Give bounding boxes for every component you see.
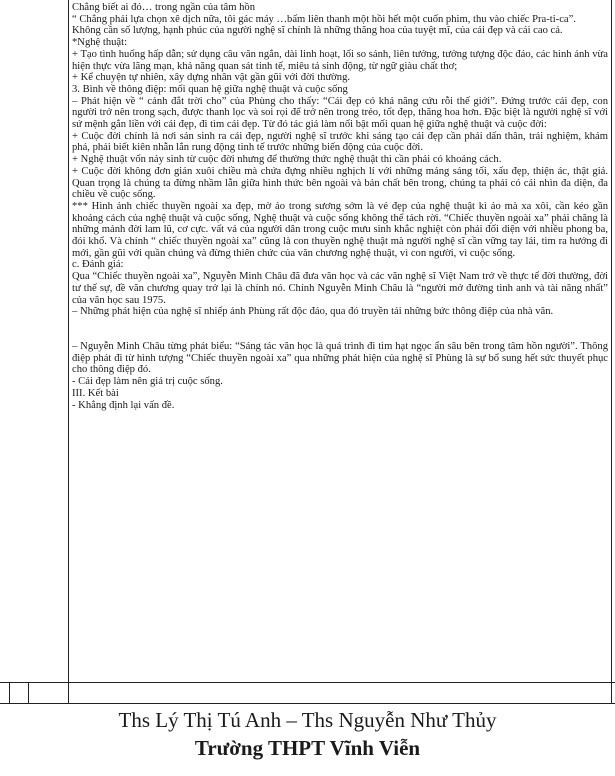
document-paragraph: *** Hình ảnh chiếc thuyền ngoài xa đẹp, mờ ảo trong sương sớm là vẻ đẹp của nghệ thuật kì ảo mà xa xôi, cần kéo gần khoảng cách của nghệ thuật và cuộc sống, Nghệ thuật và cuộc sống không thể tách rời. “Chiếc thuyền ngoài xa” phải chăng là những mảnh đời lam lũ, cơ cực. vất vả của người dân trong cuộc mưu sinh khắc nghiệt còn phải đối diện với nhiều phong ba, đói khổ. Và chính “ chiếc thuyền ngoài xa” cũng là con thuyền nghệ thuật mà người nghệ sĩ cần vững tay lái, tìm ra hướng đi mới, gần gũi với quần chúng và đừng thiên chức của văn chương nghệ thuật, vì con người, vì cuộc sống. <box>72 200 608 259</box>
document-paragraph: + Cuộc đời chính là nơi sản sinh ra cái đẹp, người nghệ sĩ trước khi sáng tạo cái đẹp cần phải dấn thân, trải nghiệm, khám phá, phải biết kiên nhẫn lắn rung động tinh tế trước những biến động của cuộc đời. <box>72 130 608 154</box>
document-paragraph: – Những phát hiện của nghệ sĩ nhiếp ảnh Phùng rất độc đáo, qua đó truyền tải những bức thông điệp của nhà văn. <box>72 306 554 318</box>
document-paragraph: III. Kết bài <box>72 387 119 399</box>
document-paragraph: – Phát hiện về “ cảnh đắt trời cho” của Phùng cho thấy: “Cái đẹp có khả năng cứu rỗi thế giới”. Đứng trước cái đẹp, con người trở nên trong sạch, được thanh lọc và soi rọi để trở nên trong trẻo, tốt đẹp, thăng hoa hơn. Đặc biệt là người nghệ sĩ với sứ mệnh gắn liền với cái đẹp, đi tìm cái đẹp. Từ đó tác giả làm nổi bật mối quan hệ giữa nghệ thuật và cuộc đời: <box>72 95 608 131</box>
document-body <box>72 2 608 411</box>
table-border-right <box>611 0 612 703</box>
footer-authors: Ths Lý Thị Tú Anh – Ths Nguyễn Như Thủy <box>118 708 497 732</box>
document-paragraph: + Cuộc đời không đơn giản xuôi chiều mà chứa đựng nhiều nghịch lí với những mảng sáng tối, xấu đẹp, thiện ác, thật giả. Quan trọng là chúng ta đừng nhầm lẫn giữa hình thức bên ngoài và bản chất bên trong, chúng ta phải có cái nhìn đa diện, đa chiều về cuộc sống. <box>72 165 608 201</box>
document-paragraph: Chẳng biết ai đó… trong ngần của tâm hồn <box>72 2 255 13</box>
table-row-divider <box>0 682 615 683</box>
document-paragraph: Không cần số lượng, hạnh phúc của người nghệ sĩ chính là những thăng hoa của tuyệt mĩ, của cái đẹp và cái cao cả. <box>72 25 563 37</box>
document-paragraph: + Nghệ thuật vốn nảy sinh từ cuộc đời nhưng để thường thức nghệ thuật thì cần phải có khoảng cách. <box>72 154 502 166</box>
document-paragraph: *Nghệ thuật: <box>72 37 128 49</box>
table-border-left <box>68 0 69 703</box>
page-footer <box>0 706 615 762</box>
document-paragraph: - Cái đẹp làm nên giá trị cuộc sống. <box>72 376 223 388</box>
document-paragraph: – Nguyễn Minh Châu từng phát biểu: “Sáng tác văn học là quá trình đi tìm hạt ngọc ẩn sâu bên trong tâm hồn người”. Thông điệp phát đi từ hình tượng “Chiếc thuyền ngoài xa” qua những phát hiện của nghệ sĩ Phùng là sự bổ sung hết sức thuyết phục cho thông điệp đó. <box>72 340 608 376</box>
document-paragraph: + Kể chuyện tự nhiên, xây dựng nhân vật gần gũi với đời thường. <box>72 72 351 84</box>
document-paragraph: 3. Bình về thông điệp: mối quan hệ giữa nghệ thuật và cuộc sống <box>72 83 348 95</box>
footer-school: Trường THPT Vĩnh Viễn <box>194 736 421 760</box>
document-paragraph <box>72 318 608 341</box>
table-border-outer-left <box>9 682 10 703</box>
document-paragraph: + Tạo tình huống hấp dẫn; sử dụng câu văn ngắn, dài linh hoạt, lối so sánh, liên tưởng, tưởng tượng độc đáo, các hình ảnh vừa hiện thực vừa lãng mạn, khả năng quan sát tinh tế, miêu tả sinh động, từ ngữ giàu chất thơ; <box>72 48 608 72</box>
table-bottom-border <box>0 703 615 704</box>
document-paragraph: c. Đánh giá: <box>72 259 124 271</box>
document-paragraph: - Khẳng định lại vấn đề. <box>72 399 175 411</box>
document-paragraph: Qua “Chiếc thuyền ngoài xa”, Nguyễn Minh Châu đã đưa văn học và các văn nghệ sĩ Việt Nam trở về thực tế đời thường, đời tư thế sự, đề văn chương quay trở lại là chính nó. Chính Nguyễn Minh Châu là “người mở đường tinh anh và tài năng nhất” của văn học sau 1975. <box>72 271 608 306</box>
table-border-inner <box>28 682 29 703</box>
document-paragraph: “ Chẳng phải lựa chọn xê dịch nữa, tôi gác máy …bấm liên thanh một hồi hết một cuốn phim, thu vào chiếc Pra-ti-ca”. <box>72 13 576 25</box>
